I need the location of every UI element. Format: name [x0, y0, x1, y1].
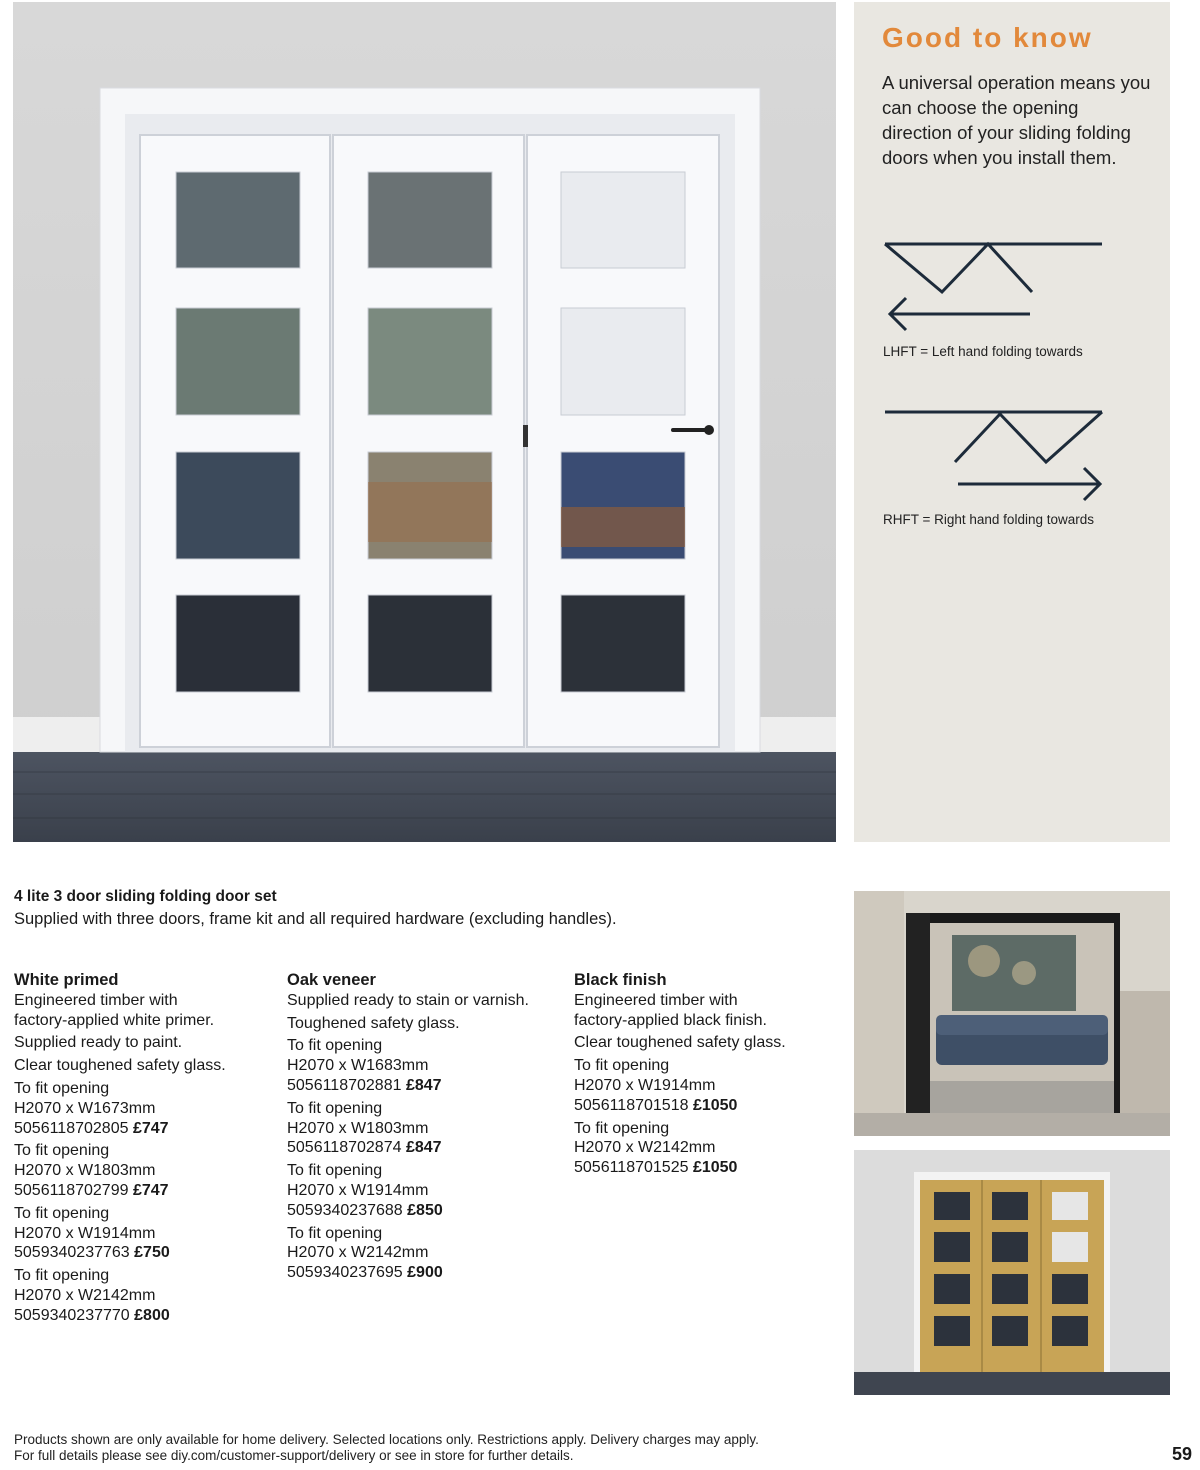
option-price: £800 [134, 1306, 170, 1324]
photo-black-finish-doors [854, 891, 1170, 1136]
lhft-caption: LHFT = Left hand folding towards [883, 344, 1083, 359]
option-sku: 5056118701525 [574, 1159, 689, 1177]
option-label: To fit opening [574, 1057, 670, 1075]
product-subtitle: Supplied with three doors, frame kit and all required hardware (excluding handles). [14, 910, 617, 928]
hero-photo-white-door-set [13, 2, 836, 842]
option-sku: 5059340237763 [14, 1244, 130, 1262]
option-size: H2070 x W2142mm [574, 1139, 716, 1157]
option-label: To fit opening [287, 1099, 383, 1117]
option-size: H2070 x W1914mm [574, 1076, 716, 1094]
good-to-know-title: Good to know [882, 22, 1093, 53]
disclaimer-line: For full details please see diy.com/customer-support/delivery or see in store for further details. [14, 1448, 574, 1463]
option-label: To fit opening [574, 1119, 670, 1137]
finish-description-line: Engineered timber with [14, 991, 178, 1009]
option-label: To fit opening [287, 1037, 383, 1055]
option-price: £1050 [692, 1096, 738, 1114]
good-to-know-panel [854, 2, 1170, 842]
option-sku: 5059340237695 [287, 1264, 403, 1282]
option-price: £750 [134, 1244, 170, 1262]
page-number: 59 [1172, 1444, 1193, 1464]
finish-description-line: Engineered timber with [574, 991, 738, 1009]
option-sku: 5056118702805 [14, 1119, 129, 1137]
option-sku: 5056118701518 [574, 1096, 689, 1114]
option-sku-price [14, 1119, 274, 1139]
option-sku-price [574, 1158, 834, 1178]
option-sku-price [14, 1243, 274, 1263]
option-size: H2070 x W2142mm [287, 1244, 429, 1262]
finish-description-line: factory-applied white primer. [14, 1011, 215, 1029]
option-sku-price [287, 1138, 557, 1158]
option-size: H2070 x W1803mm [14, 1162, 156, 1180]
option-sku: 5056118702799 [14, 1181, 129, 1199]
finish-description-line: factory-applied black finish. [574, 1011, 767, 1029]
option-sku-price [287, 1076, 557, 1096]
option-size: H2070 x W1914mm [287, 1181, 429, 1199]
option-sku-price [14, 1306, 274, 1326]
good-to-know-body: A universal operation means you can choose the opening direction of your sliding folding doors when you install them. [882, 72, 1151, 168]
option-size: H2070 x W1803mm [287, 1119, 429, 1137]
delivery-disclaimer [14, 1432, 854, 1464]
finish-description-line: Toughened safety glass. [287, 1014, 460, 1032]
option-sku-price [287, 1263, 557, 1283]
finish-description-line: Supplied ready to stain or varnish. [287, 991, 529, 1009]
finish-title: Black finish [574, 971, 667, 989]
option-label: To fit opening [14, 1142, 110, 1160]
option-price: £747 [132, 1119, 169, 1137]
product-title: 4 lite 3 door sliding folding door set [14, 888, 277, 905]
photo-oak-veneer-doors [854, 1150, 1170, 1395]
option-size: H2070 x W2142mm [14, 1286, 156, 1304]
rhft-caption: RHFT = Right hand folding towards [883, 512, 1094, 527]
option-size: H2070 x W1673mm [14, 1099, 156, 1117]
option-sku-price [287, 1201, 557, 1221]
option-price: £747 [132, 1181, 169, 1199]
option-label: To fit opening [14, 1204, 110, 1222]
finish-description-line: Supplied ready to paint. [14, 1034, 183, 1052]
option-price: £847 [405, 1076, 442, 1094]
lhft-diagram-icon [880, 238, 1110, 338]
option-sku: 5056118702874 [287, 1139, 402, 1157]
finish-column-black-finish [574, 971, 834, 1178]
option-label: To fit opening [14, 1267, 110, 1285]
finish-description-line: Clear toughened safety glass. [574, 1034, 786, 1052]
disclaimer-line: Products shown are only available for home delivery. Selected locations only. Restrictions apply. Delivery charges may apply. [14, 1432, 759, 1447]
option-price: £847 [405, 1139, 442, 1157]
finish-title: White primed [14, 971, 119, 989]
finish-column-white-primed [14, 971, 274, 1326]
option-sku: 5056118702881 [287, 1076, 402, 1094]
option-label: To fit opening [14, 1079, 110, 1097]
option-sku-price [14, 1181, 274, 1201]
finish-description-line: Clear toughened safety glass. [14, 1057, 226, 1075]
finish-column-oak-veneer [287, 971, 557, 1283]
option-price: £900 [407, 1264, 443, 1282]
option-label: To fit opening [287, 1162, 383, 1180]
finish-title: Oak veneer [287, 971, 376, 989]
option-size: H2070 x W1683mm [287, 1057, 429, 1075]
option-price: £850 [407, 1201, 443, 1219]
rhft-diagram-icon [880, 406, 1110, 506]
option-sku: 5059340237688 [287, 1201, 403, 1219]
option-sku-price [574, 1096, 834, 1116]
option-sku: 5059340237770 [14, 1306, 130, 1324]
option-size: H2070 x W1914mm [14, 1224, 156, 1242]
option-price: £1050 [692, 1159, 738, 1177]
option-label: To fit opening [287, 1224, 383, 1242]
